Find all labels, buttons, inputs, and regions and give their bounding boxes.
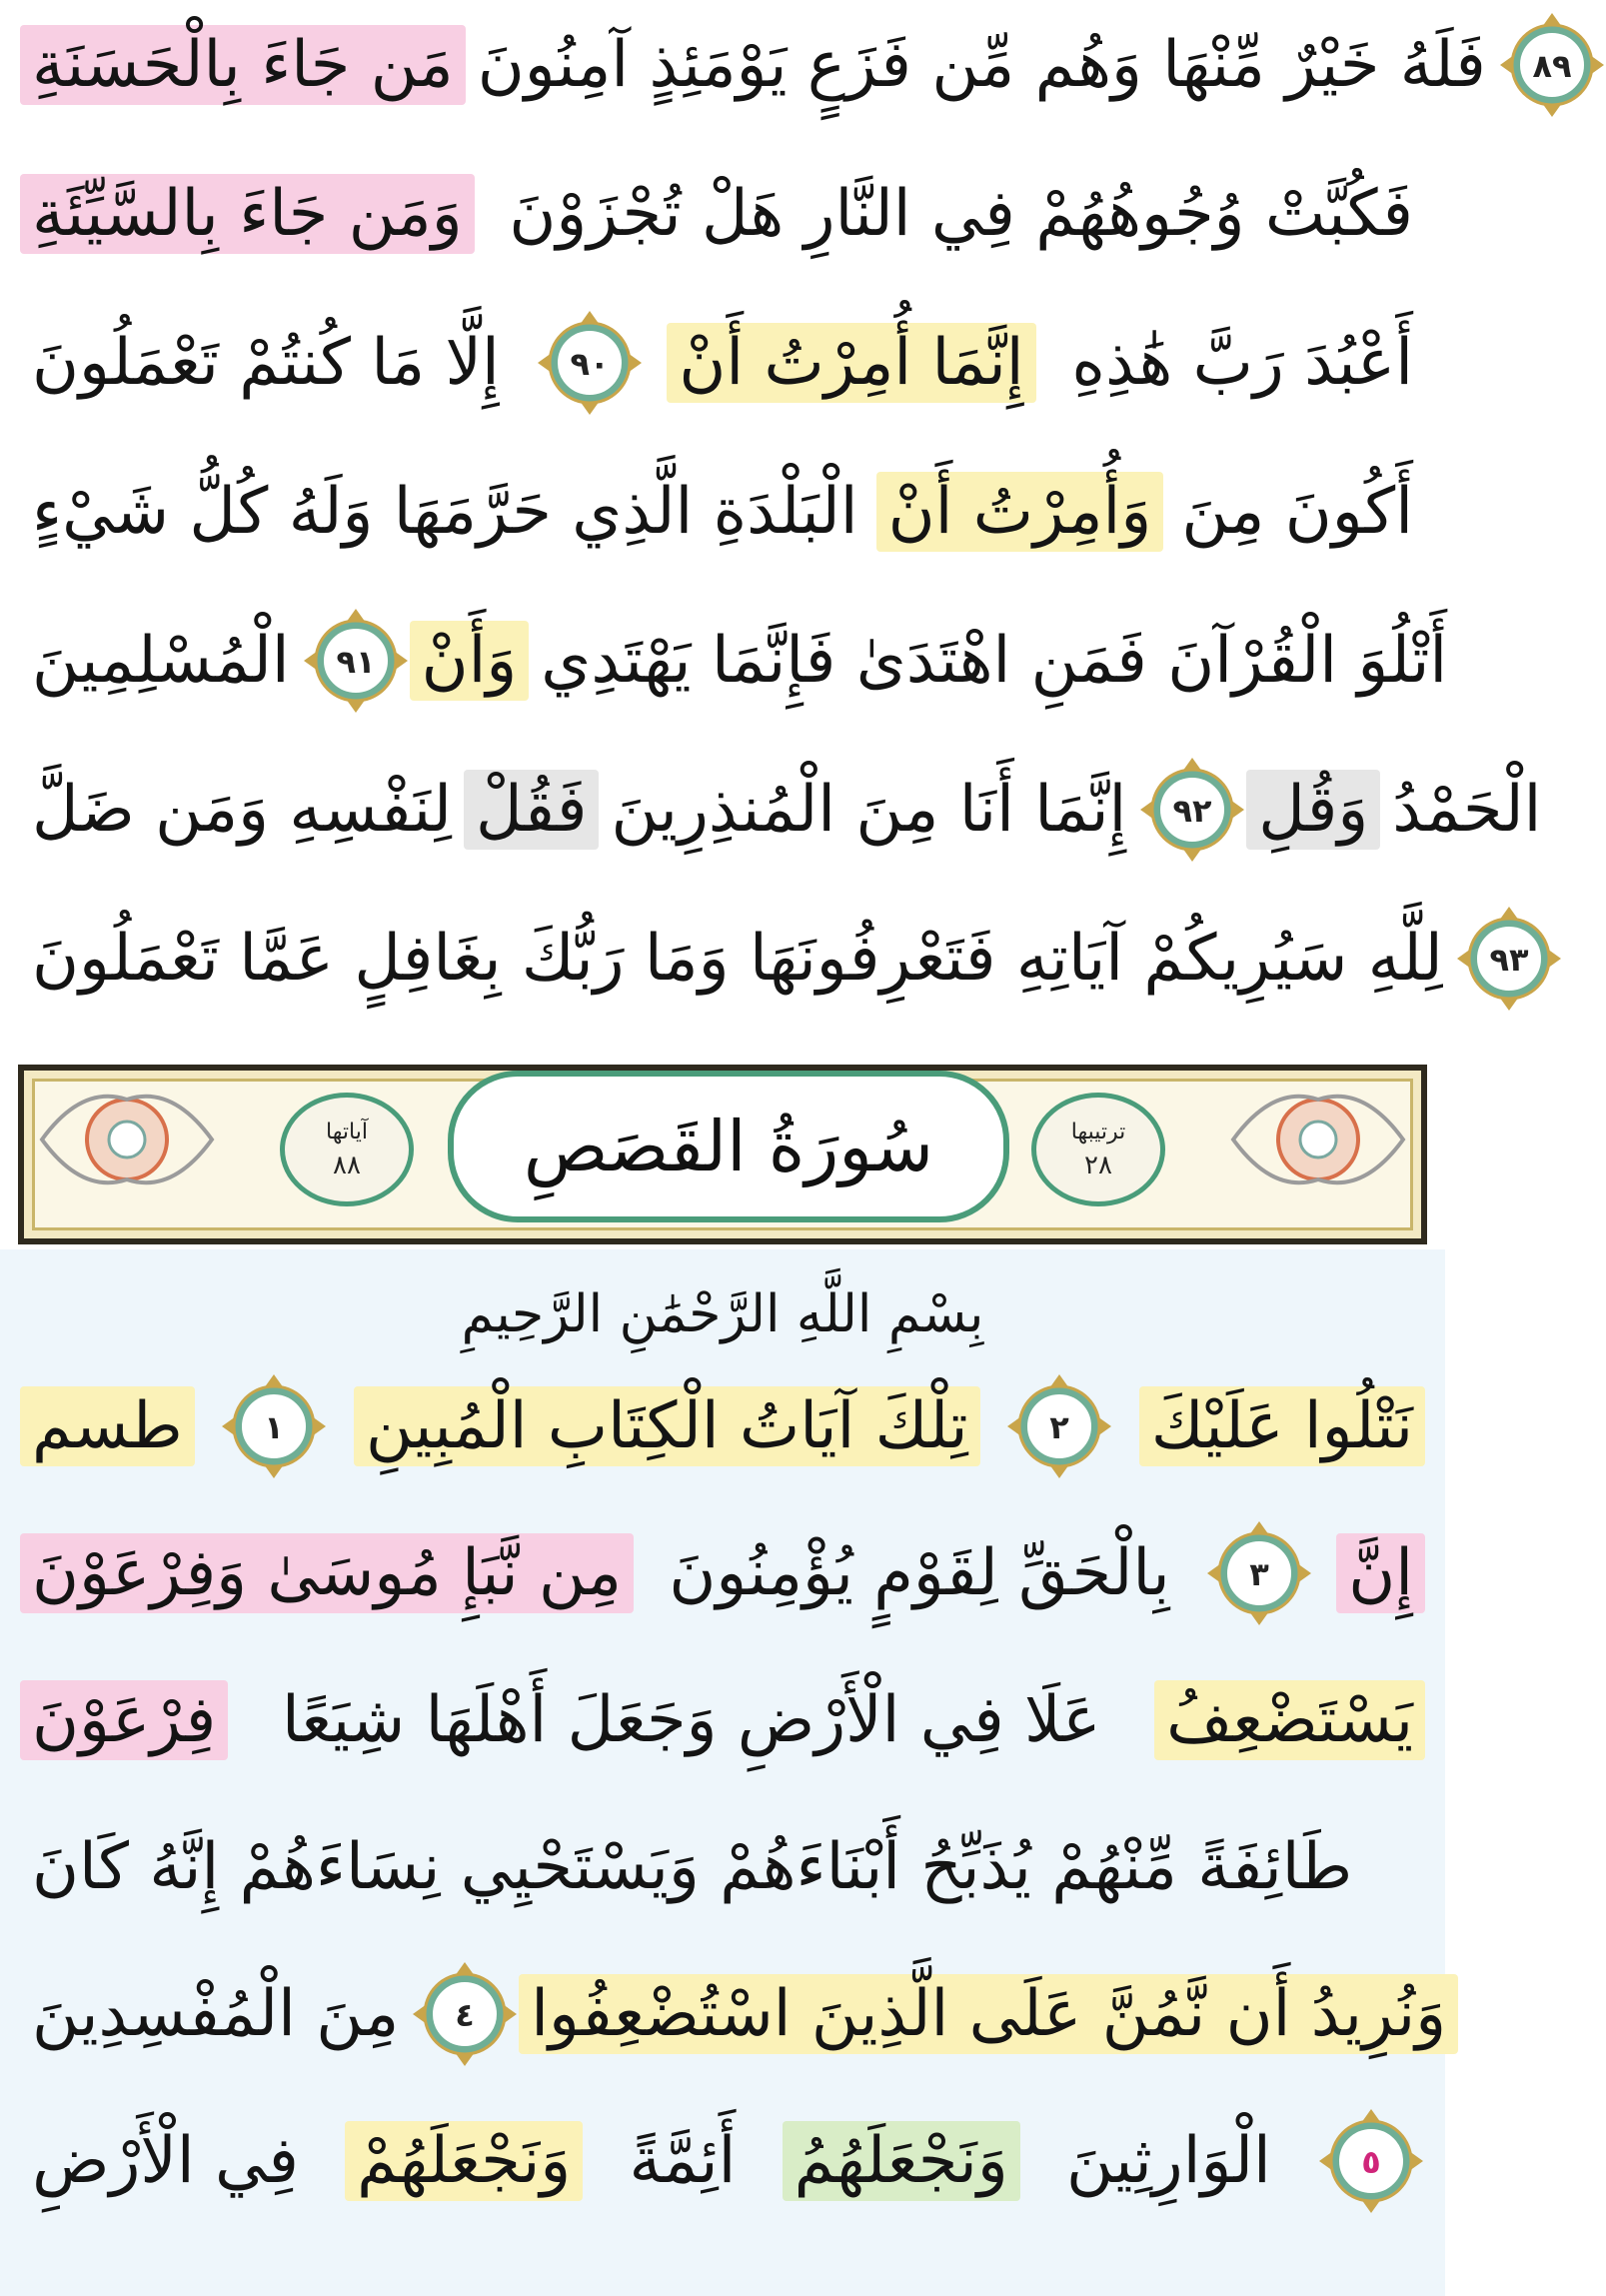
verse-number: ٩١	[336, 643, 376, 681]
ayah-medallion-icon	[1498, 11, 1606, 119]
verse-text: فَكُبَّتْ وُجُوهُهُمْ فِي النَّارِ هَلْ تُجْزَوْنَ	[509, 177, 1413, 251]
verse-line	[20, 606, 1448, 716]
ayah-medallion-icon	[220, 1372, 328, 1480]
verse-line	[20, 904, 1529, 1014]
verse-end-marker	[536, 309, 644, 417]
highlighted-phrase: وَنَجْعَلَهُمْ	[345, 2121, 583, 2201]
highlighted-phrase: إِنَّمَا أُمِرْتُ أَنْ	[667, 323, 1035, 403]
verse-text: أَئِمَّةً	[629, 2124, 737, 2198]
verse-end-marker	[1455, 905, 1563, 1013]
verse-text: لِنَفْسِهِ وَمَن ضَلَّ	[32, 773, 452, 847]
verse-text: الْحَمْدُ	[1392, 773, 1542, 847]
verse-line	[20, 1665, 1425, 1775]
verse-end-marker	[302, 607, 410, 715]
verse-text: الْوَارِثِينَ	[1065, 2124, 1271, 2198]
highlighted-phrase: إِنَّ	[1336, 1533, 1425, 1613]
surah-banner	[18, 1065, 1427, 1244]
verse-line	[20, 308, 1425, 418]
ayah-medallion-icon	[1455, 905, 1563, 1013]
verse-line	[20, 10, 1572, 120]
highlighted-phrase: نَتْلُوا عَلَيْكَ	[1139, 1386, 1425, 1466]
verse-end-marker	[1498, 11, 1606, 119]
surah-order-value: ٢٨	[1084, 1149, 1112, 1180]
verse-end-marker	[411, 1960, 519, 2068]
verse-line	[20, 1518, 1425, 1628]
basmala: بِسْمِ اللَّهِ الرَّحْمَٰنِ الرَّحِيمِ	[461, 1284, 984, 1344]
ayah-medallion-icon	[1205, 1519, 1313, 1627]
highlighted-phrase: وَقُلِ	[1246, 770, 1380, 850]
verse-number: ٨٩	[1532, 47, 1572, 85]
highlighted-phrase: مِن نَّبَإِ مُوسَىٰ وَفِرْعَوْنَ	[20, 1533, 634, 1613]
verse-number: ٩٣	[1489, 941, 1529, 979]
verse-number: ٤	[455, 1996, 475, 2034]
highlighted-phrase: وَأُمِرْتُ أَنْ	[876, 472, 1164, 552]
verse-text: مِنَ الْمُفْسِدِينَ	[32, 1977, 400, 2051]
highlighted-phrase: وَنَجْعَلَهُمُ	[783, 2121, 1020, 2201]
ayah-medallion-icon	[302, 607, 410, 715]
verse-count-label: آياتها	[326, 1119, 368, 1145]
verse-number: ٣	[1249, 1555, 1269, 1593]
verse-text: إِنَّمَا أَنَا مِنَ الْمُنذِرِينَ	[611, 773, 1127, 847]
ayah-medallion-icon	[1138, 756, 1246, 864]
verse-number: ٩٢	[1172, 792, 1212, 830]
verse-end-marker	[220, 1372, 328, 1480]
verse-count-value: ٨٨	[333, 1149, 361, 1180]
highlighted-phrase: طسم	[20, 1386, 195, 1466]
verse-text: الْمُسْلِمِينَ	[32, 624, 290, 698]
ayah-medallion-icon	[1317, 2107, 1425, 2215]
verse-text: الْبَلْدَةِ الَّذِي حَرَّمَهَا وَلَهُ كُلُّ شَيْءٍ	[32, 475, 858, 549]
surah-order-medallion	[1031, 1093, 1165, 1206]
highlighted-phrase: وَأَنْ	[410, 621, 530, 701]
surah-title: سُورَةُ القَصَصِ	[523, 1106, 934, 1187]
verse-text: طَائِفَةً مِّنْهُمْ يُذَبِّحُ أَبْنَاءَهُمْ وَيَسْتَحْيِي نِسَاءَهُمْ إِنَّهُ كَانَ	[32, 1830, 1353, 1904]
verse-number: ٥	[1361, 2143, 1381, 2181]
surah-title-plate	[448, 1071, 1009, 1222]
verse-text: فِي الْأَرْضِ	[32, 2124, 299, 2198]
verse-text: بِالْحَقِّ لِقَوْمٍ يُؤْمِنُونَ	[669, 1536, 1170, 1610]
ayah-medallion-icon	[411, 1960, 519, 2068]
verse-text: أَكُونَ مِنَ	[1181, 475, 1413, 549]
verse-end-marker	[1138, 756, 1246, 864]
highlighted-phrase: تِلْكَ آيَاتُ الْكِتَابِ الْمُبِينِ	[354, 1386, 980, 1466]
verse-text: أَعْبُدَ رَبَّ هَٰذِهِ	[1071, 326, 1413, 400]
verse-number: ٩٠	[570, 345, 610, 383]
verse-line	[20, 1371, 1425, 1481]
verse-line	[20, 2106, 1425, 2216]
verse-text: عَلَا فِي الْأَرْضِ وَجَعَلَ أَهْلَهَا شِيَعًا	[281, 1683, 1101, 1757]
verse-line	[20, 755, 1542, 865]
verse-text: أَتْلُوَ الْقُرْآنَ فَمَنِ اهْتَدَىٰ فَإِنَّمَا يَهْتَدِي	[541, 624, 1448, 698]
highlighted-phrase: فِرْعَوْنَ	[20, 1680, 228, 1760]
verse-number: ١	[264, 1408, 285, 1446]
highlighted-phrase: مَن جَاءَ بِالْحَسَنَةِ	[20, 25, 466, 105]
verse-end-marker	[1005, 1372, 1113, 1480]
verse-line	[20, 457, 1425, 567]
highlighted-phrase: وَنُرِيدُ أَن نَّمُنَّ عَلَى الَّذِينَ اسْتُضْعِفُوا	[519, 1974, 1458, 2054]
verse-line	[20, 1959, 1447, 2069]
highlighted-phrase: فَقُلْ	[464, 770, 599, 850]
ayah-medallion-icon	[1005, 1372, 1113, 1480]
surah-order-label: ترتيبها	[1070, 1119, 1126, 1145]
verse-count-medallion	[280, 1093, 414, 1206]
floral-ornament-icon	[1223, 1075, 1413, 1204]
verse-number: ٢	[1049, 1408, 1069, 1446]
ayah-medallion-icon	[536, 309, 644, 417]
highlighted-phrase: وَمَن جَاءَ بِالسَّيِّئَةِ	[20, 174, 475, 254]
verse-end-marker	[1317, 2107, 1425, 2215]
highlighted-phrase: يَسْتَضْعِفُ	[1154, 1680, 1425, 1760]
verse-text: إِلَّا مَا كُنتُمْ تَعْمَلُونَ	[32, 326, 500, 400]
verse-text: فَلَهُ خَيْرٌ مِّنْهَا وَهُم مِّن فَزَعٍ يَوْمَئِذٍ آمِنُونَ	[477, 28, 1486, 102]
verse-text: لِلَّهِ سَيُرِيكُمْ آيَاتِهِ فَتَعْرِفُونَهَا وَمَا رَبُّكَ بِغَافِلٍ عَمَّا تَعْمَلُونَ	[32, 922, 1443, 996]
verse-end-marker	[1205, 1519, 1313, 1627]
verse-line	[20, 159, 1425, 269]
floral-ornament-icon	[32, 1075, 222, 1204]
verse-line	[20, 1812, 1425, 1922]
